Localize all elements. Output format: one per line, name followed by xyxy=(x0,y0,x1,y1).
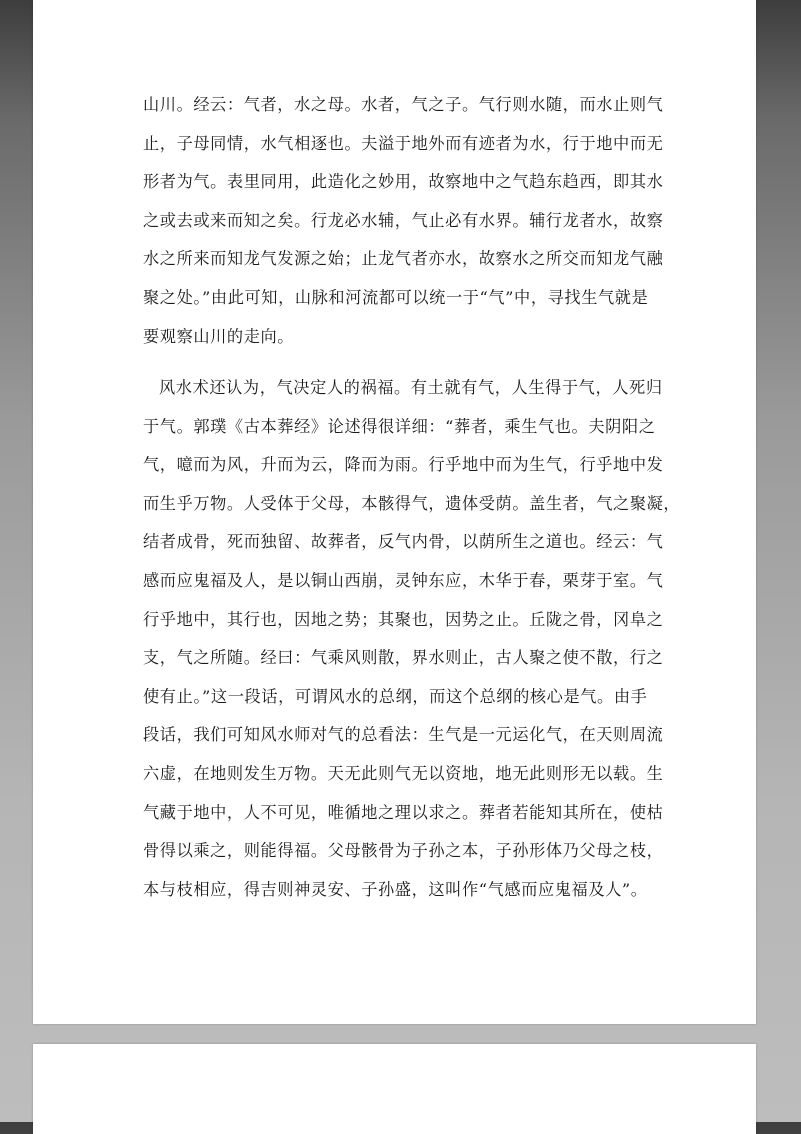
text-line: 段话，我们可知风水师对气的总看法：生气是一元运化气，在天则周流 xyxy=(143,725,664,745)
text-line: 要观察山川的走向。 xyxy=(143,326,295,346)
text-line: 于气。郭璞《古本葬经》论述得很详细：“葬者，乘生气也。夫阴阳之 xyxy=(143,416,656,436)
text-line: 形者为气。表里同用，此造化之妙用，故察地中之气趋东趋西，即其水 xyxy=(143,172,664,192)
text-line: 骨得以乘之，则能得福。父母骸骨为子孙之本，子孙形体乃父母之枝， xyxy=(143,841,664,861)
paragraph xyxy=(143,86,664,356)
text-line: 水之所来而知龙气发源之始；止龙气者亦水，故察水之所交而知龙气融 xyxy=(143,249,664,269)
text-line: 止，子母同情，水气相逐也。夫溢于地外而有迹者为水，行于地中而无 xyxy=(143,133,664,153)
document-page xyxy=(33,0,756,1024)
text-line: 风水术还认为，气决定人的祸福。有土就有气，人生得于气，人死归 xyxy=(159,378,663,397)
text-line: 行乎地中，其行也，因地之势；其聚也，因势之止。丘陇之骨，冈阜之 xyxy=(143,609,664,629)
text-line: 支，气之所随。经曰：气乘风则散，界水则止，古人聚之使不散，行之 xyxy=(143,648,664,668)
paragraph xyxy=(143,369,681,909)
text-line: 聚之处。”由此可知，山脉和河流都可以统一于“气”中，寻找生气就是 xyxy=(143,287,649,307)
text-line: 本与枝相应，得吉则神灵安、子孙盛，这叫作“气感而应鬼福及人”。 xyxy=(143,879,648,899)
text-line: 感而应鬼福及人，是以铜山西崩，灵钟东应，木华于春，栗芽于室。气 xyxy=(143,570,664,590)
text-line: 之或去或来而知之矣。行龙必水辅，气止必有水界。辅行龙者水，故察 xyxy=(143,210,664,230)
text-line: 而生乎万物。人受体于父母，本骸得气，遗体受荫。盖生者，气之聚凝， xyxy=(143,493,681,513)
text-line: 山川。经云：气者，水之母。水者，气之子。气行则水随，而水止则气 xyxy=(143,95,664,114)
text-line: 使有止。”这一段话，可谓风水的总纲，而这个总纲的核心是气。由手 xyxy=(143,686,648,706)
text-line: 结者成骨，死而独留、故葬者，反气内骨，以荫所生之道也。经云：气 xyxy=(143,532,664,552)
text-line: 气，噫而为风，升而为云，降而为雨。行乎地中而为生气，行乎地中发 xyxy=(143,455,664,475)
next-document-page xyxy=(33,1044,756,1134)
text-line: 六虚，在地则发生万物。天无此则气无以资地，地无此则形无以载。生 xyxy=(143,763,664,783)
text-line: 气藏于地中，人不可见，唯循地之理以求之。葬者若能知其所在，使枯 xyxy=(143,802,664,822)
